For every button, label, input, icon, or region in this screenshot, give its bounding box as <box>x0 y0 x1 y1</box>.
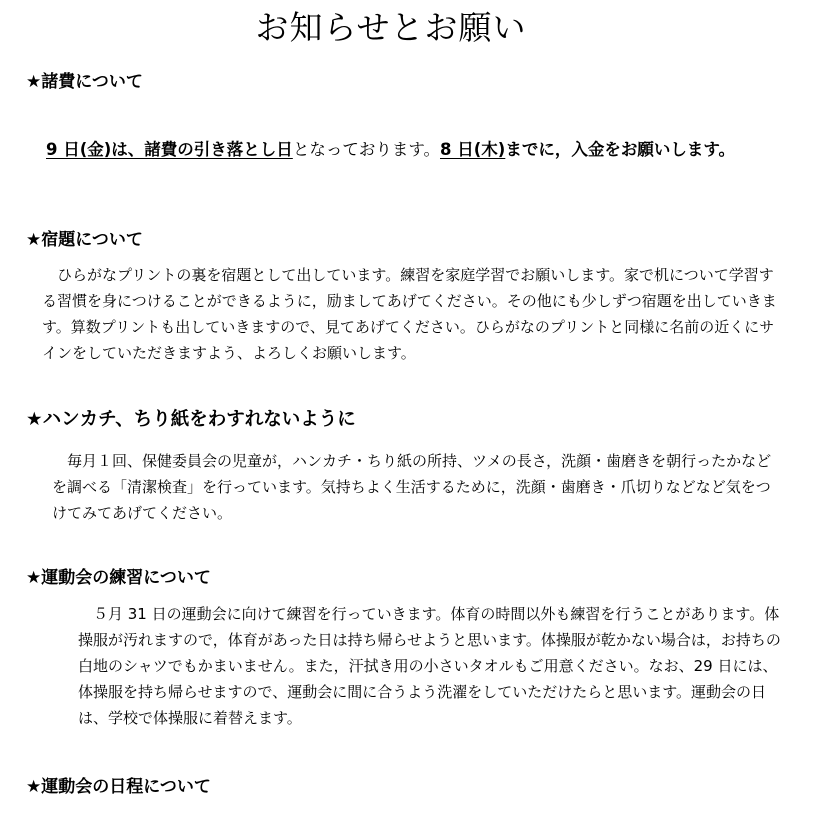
document-title: お知らせとお願い <box>255 8 527 47</box>
sports-practice-paragraph: ５月 31 日の運動会に向けて練習を行っていきます。体育の時間以外も練習を行うことがあります。体操服が汚れますので，体育があった日は持ち帰らせようと思います。体操服が乾かない場合は，お持ちの白地のシャツでもかまいません。また，汗拭き用の小さいタオルもご用意ください。なお、29 日には、体操服を持ち帰らせますので、運動会に間に合うよう洗濯をしていただけたらと思います。運動会の日は、学校で体操服に着替えます。 <box>78 605 781 727</box>
heading-homework: ★宿題について <box>26 230 143 250</box>
fees-request: までに，入金をお願いします。 <box>505 140 735 159</box>
fees-deposit-deadline: 8 日(木) <box>440 140 506 159</box>
heading-sports-practice: ★運動会の練習について <box>26 568 211 588</box>
fees-text: となっております。 <box>292 140 440 159</box>
fees-paragraph <box>46 120 791 180</box>
heading-sports-schedule: ★運動会の日程について <box>26 777 211 797</box>
homework-paragraph: ひらがなプリントの裏を宿題として出しています。練習を家庭学習でお願いします。家で机について学習する習慣を身につけることができるように，励ましてあげてください。その他にも少しずつ宿題を出していきます。算数プリントも出していきますので、見てあげてください。ひらがなのプリントと同様に名前の近くにサインをしていただきますよう、よろしくお願いします。 <box>42 266 777 362</box>
heading-handkerchief: ★ハンカチ、ちり紙をわすれないように <box>26 409 356 430</box>
handkerchief-paragraph: 毎月１回、保健委員会の児童が，ハンカチ・ちり紙の所持、ツメの長さ，洗顔・歯磨きを朝行ったかなどを調べる「清潔検査」を行っています。気持ちよく生活するために，洗顔・歯磨き・爪切りなどなど気をつけてみてあげてください。 <box>52 452 772 522</box>
heading-fees: ★諸費について <box>26 72 143 92</box>
fees-withdrawal-date: 9 日(金)は、諸費の引き落とし日 <box>46 140 293 159</box>
